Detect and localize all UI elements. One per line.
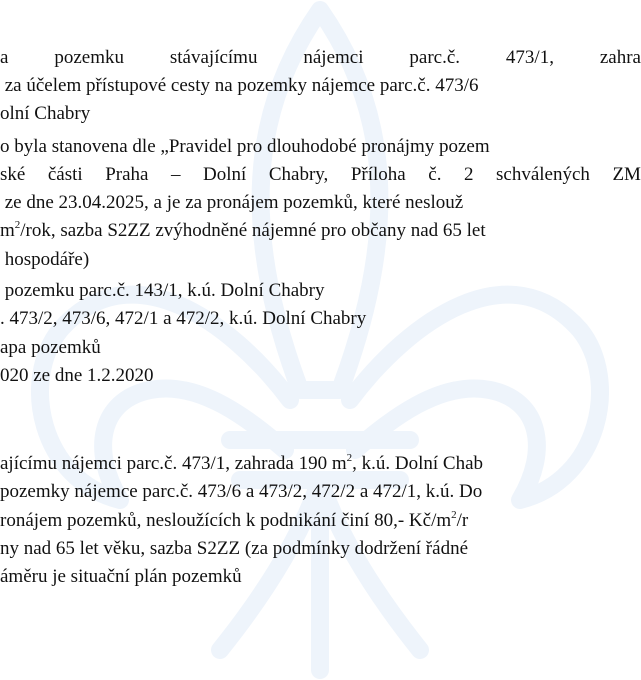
- text-line: ny nad 65 let věku, sazba S2ZZ (za podmínky dodržení řádné: [0, 538, 468, 559]
- word: Příloha: [350, 164, 406, 185]
- word: Chabry,: [268, 164, 329, 185]
- word: Dolní: [203, 164, 247, 185]
- word: a: [0, 47, 9, 68]
- word: pozemku: [54, 47, 124, 68]
- word: nájemci: [303, 47, 364, 68]
- text-line: ze dne 23.04.2025, a je za pronájem pozemků, které neslouž: [0, 192, 464, 213]
- text-line: o byla stanovena dle „Pravidel pro dlouhodobé pronájmy pozem: [0, 136, 490, 157]
- word: 473/1,: [505, 47, 554, 68]
- word: č.: [428, 164, 442, 185]
- word: ské: [0, 164, 26, 185]
- superscript: 2: [14, 219, 21, 231]
- superscript: 2: [346, 452, 353, 464]
- text-line: áměru je situační plán pozemků: [0, 566, 242, 587]
- text-fragment: , k.ú. Dolní Chab: [352, 453, 484, 474]
- text-fragment: /rok, sazba S2ZZ zvýhodněné nájemné pro občany nad 65 let: [20, 220, 486, 241]
- word: schválených: [496, 164, 590, 185]
- word: stávajícímu: [169, 47, 258, 68]
- text-line: hospodáře): [0, 249, 90, 270]
- text-line: apa pozemků: [0, 337, 101, 358]
- text-line: pozemku parc.č. 143/1, k.ú. Dolní Chabry: [0, 280, 325, 301]
- text-line: pozemky nájemce parc.č. 473/6 a 473/2, 472/2 a 472/1, k.ú. Do: [0, 481, 483, 502]
- text-fragment: m: [0, 220, 15, 241]
- text-line: olní Chabry: [0, 103, 91, 124]
- text-line: [0, 509, 468, 533]
- text-line: [0, 219, 486, 243]
- word: 2: [463, 164, 474, 185]
- word: části: [47, 164, 83, 185]
- word: –: [171, 164, 181, 185]
- text-fragment: ronájem pozemků, nesloužících k podnikání činí 80,- Kč/m: [0, 510, 452, 531]
- text-line: za účelem přístupové cesty na pozemky nájemce parc.č. 473/6: [0, 75, 479, 96]
- word: Praha: [105, 164, 149, 185]
- word: parc.č.: [409, 47, 461, 68]
- text-line: [0, 452, 483, 476]
- superscript: 2: [451, 509, 457, 521]
- word: ZM: [612, 164, 641, 185]
- text-line: [0, 163, 641, 187]
- text-line: [0, 46, 641, 70]
- text-line: . 473/2, 473/6, 472/1 a 472/2, k.ú. Dolní Chabry: [0, 308, 367, 329]
- text-fragment: /r: [456, 510, 469, 531]
- text-line: 020 ze dne 1.2.2020: [0, 365, 154, 386]
- word: zahra: [599, 47, 641, 68]
- text-fragment: ajícímu nájemci parc.č. 473/1, zahrada 190 m: [0, 453, 347, 474]
